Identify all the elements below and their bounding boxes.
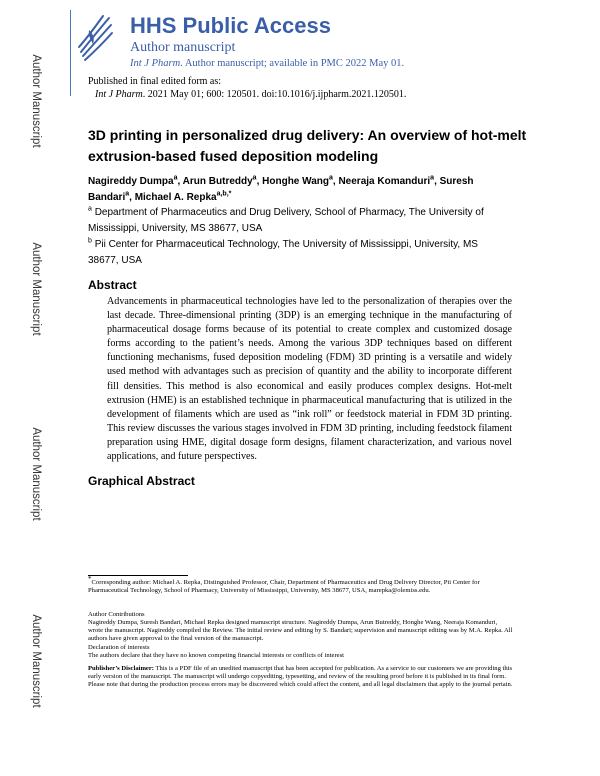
author: Neeraja Komanduri$^a$, [338,174,440,187]
abstract-heading: Abstract [88,278,137,292]
article-title: 3D printing in personalized drug delivery: An overview of hot-melt extrusion-based fused deposition modeling [88,127,527,164]
graphical-abstract-heading: Graphical Abstract [88,474,195,488]
author: Suresh Bandari$^a$, [88,176,474,203]
corresponding-author-footnote: *Corresponding author: Michael A. Repka, Distinguished Professor, Chair, Department of Pharmaceutics and Drug Delivery Director, Pii Center for Pharmaceutical Technology, School of Pharmacy, University of Mississippi, University, MS 38677, USA, marepka@olemiss.edu. [88,575,480,595]
published-label: Published in final edited form as: [88,76,222,87]
declaration-footnote: Declaration of interests The authors declare that they have no known competing financial interests or conflicts of interest [88,644,344,659]
header-availability: Int J Pharm. Author manuscript; available in PMC 2022 May 01. [130,58,405,69]
author: Honghe Wang$^a$, [262,174,339,187]
affiliation: $^a$ Department of Pharmaceutics and Drug Delivery, School of Pharmacy, The University of Mississippi, University, MS 38677, USA [88,205,484,234]
sidebar-label: Author Manuscript [30,427,42,521]
header-divider [70,10,71,96]
published-citation: Int J Pharm. 2021 May 01; 600: 120501. doi:10.1016/j.ijpharm.2021.120501. [95,89,407,100]
sidebar-label: Author Manuscript [30,242,42,336]
author-list [88,174,508,206]
header-subtitle: Author manuscript [130,40,236,55]
hhs-eagle-logo-icon [75,12,115,64]
publisher-disclaimer: Publisher’s Disclaimer: This is a PDF file of an unedited manuscript that has been accepted for publication. As a service to our customers we are providing this early version of the manuscript. The manuscript will undergo copyediting, typesetting, and review of the resulting proof before it is published in its final form. Please note that during the production process errors may be discovered which could affect the content, and all legal disclaimers that apply to the journal pertain. [88,665,513,688]
sidebar [0,0,70,776]
sidebar-label: Author Manuscript [30,54,42,148]
journal-name: Int J Pharm [95,89,143,100]
journal-name: Int J Pharm [130,58,181,69]
author: Michael A. Repka$^{a,b,*}$ [134,190,232,203]
author: Nagireddy Dumpa$^a$, [88,174,183,187]
header-title: HHS Public Access [130,13,331,38]
author: Arun Butreddy$^a$, [182,174,263,187]
abstract-text: Advancements in pharmaceutical technologies have led to the personalization of therapies over the last decade. Three-dimensional printing (3DP) is an emerging technique in the manufacturing of pharmaceutical dosage forms because of its potential to create complex and customized dosage forms according to the patient’s needs. Among the various 3DP techniques based on different functioning mechanisms, fused deposition modeling (FDM) 3D printing is a versatile and widely used method with advantages such as precision of quantity and the ability to incorporate different fill densities. This method is also economical and easily produces complex designs. Hot-melt extrusion (HME) is an established technique in pharmaceutical manufacturing that is utilized in the development of filaments which are used as “ink roll” or feedstock material in FDM 3D printing. This review discusses the various stages involved in FDM 3D printing, including feedstock filament preparation using HME, digital dosage form designs, filament characterization, and various novel applications, and future perspectives. [107,296,512,463]
author-contributions-footnote: Author Contributions Nagireddy Dumpa, Suresh Bandari, Michael Repka designed manuscript structure. Nagireddy Dumpa, Arun Butreddy, Honghe Wang, Neeraja Komanduri, wrote the manuscript. Nagireddy compiled the Review. The initial review and editing by S. Bandari; supervision and manuscript editing was by M.A. Repka. All authors have given approval to the final version of the manuscript. [88,611,513,642]
sidebar-label: Author Manuscript [30,614,42,708]
footnote-divider [88,575,188,576]
affiliation: $^b$ Pii Center for Pharmaceutical Technology, The University of Mississippi, University, MS 38677, USA [88,237,478,266]
